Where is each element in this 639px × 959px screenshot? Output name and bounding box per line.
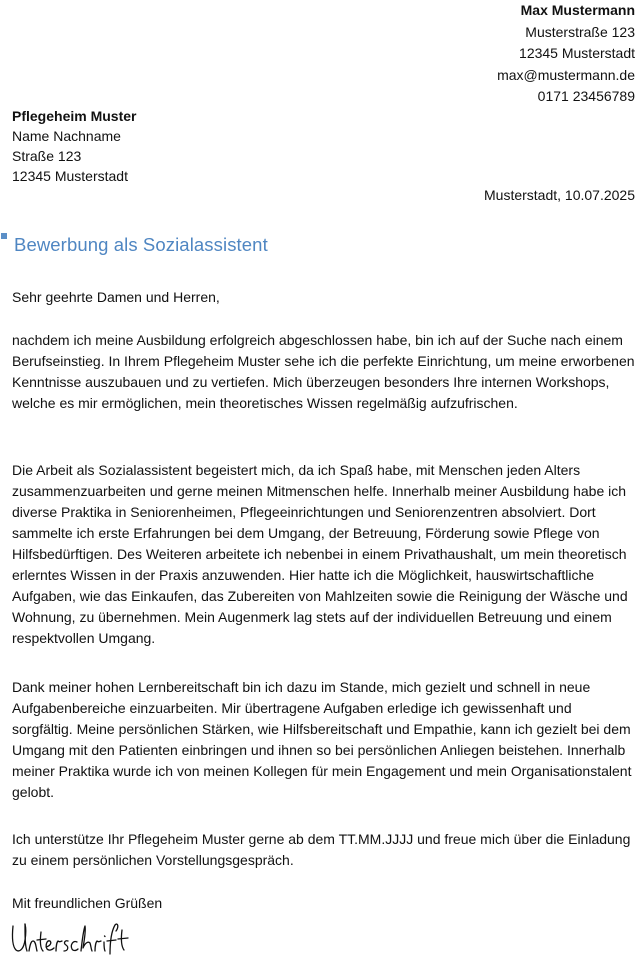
letter-subject: Bewerbung als Sozialassistent (14, 234, 268, 255)
sender-phone: 0171 23456789 (537, 88, 635, 104)
sender-email: max@mustermann.de (497, 66, 635, 83)
body-paragraph-4: Ich unterstütze Ihr Pflegeheim Muster gerne ab dem TT.MM.JJJJ und freue mich über die Einladung zu einem persönlichen Vorstellungsgespräch. (12, 831, 631, 868)
recipient-contact: Name Nachname (12, 128, 121, 144)
body-paragraph-2: Die Arbeit als Sozialassistent begeistert mich, da ich Spaß habe, mit Menschen jeden Alters zusammenzuarbeiten und gerne meinen Mitmenschen helfe. Innerhalb meiner Ausbildung habe ich diverse Praktika in Seniorenheimen, Pflegeeinrichtungen und Seniorenzentren absolviert. Dort sammelte ich erste Erfahrungen bei dem Umgang, der Betreuung, Förderung sowie Pflege von Hilfsbedürftigen. Des Weiteren arbeitete ich nebenbei in einem Privathaushalt, um mein theoretisch erlerntes Wissen in der Praxis anzuwenden. Hier hatte ich die Möglichkeit, hauswirtschaftliche Aufgaben, wie das Einkaufen, das Zubereiten von Mahlzeiten sowie die Reinigung der Wäsche und Wohnung, zu übernehmen. Mein Augenmerk lag stets auf der individuellen Betreuung und einem respektvollen Umgang. (12, 462, 628, 646)
handwritten-signature (10, 918, 132, 958)
recipient-address-block (12, 106, 136, 186)
letter-date: Musterstadt, 10.07.2025 (484, 187, 635, 203)
sender-city: 12345 Musterstadt (519, 45, 635, 61)
body-paragraph-1: nachdem ich meine Ausbildung erfolgreich abgeschlossen habe, bin ich auf der Suche nach einem Berufseinstieg. In Ihrem Pflegeheim Muster sehe ich die perfekte Einrichtung, um meine erworbenen Kenntnisse auszubauen und zu vertiefen. Mich überzeugen besonders Ihre internen Workshops, welche es mir ermöglichen, mein theoretisches Wissen regelmäßig aufzufrischen. (12, 332, 635, 411)
salutation: Sehr geehrte Damen und Herren, (12, 289, 220, 305)
sender-address-block (497, 0, 635, 108)
closing-phrase: Mit freundlichen Grüßen (12, 895, 163, 911)
body-paragraph-3: Dank meiner hohen Lernbereitschaft bin ich dazu im Stande, mich gezielt und schnell in neue Aufgabenbereiche einzuarbeiten. Mir übertragene Aufgaben erledige ich gewissenhaft und sorgfältig. Meine persönlichen Stärken, wie Hilfsbereitschaft und Empathie, kann ich gezielt bei dem Umgang mit den Patienten einbringen und ihnen so bei persönlichen Anliegen beistehen. Innerhalb meiner Praktika wurde ich von meinen Kollegen für mein Engagement und mein Organisationstalent gelobt. (12, 679, 632, 800)
subject-accent-marker (1, 233, 7, 239)
recipient-city: 12345 Musterstadt (12, 168, 128, 184)
recipient-street: Straße 123 (12, 148, 82, 164)
sender-street: Musterstraße 123 (525, 23, 635, 40)
sender-name: Max Mustermann (520, 2, 635, 18)
recipient-organization: Pflegeheim Muster (12, 108, 137, 124)
